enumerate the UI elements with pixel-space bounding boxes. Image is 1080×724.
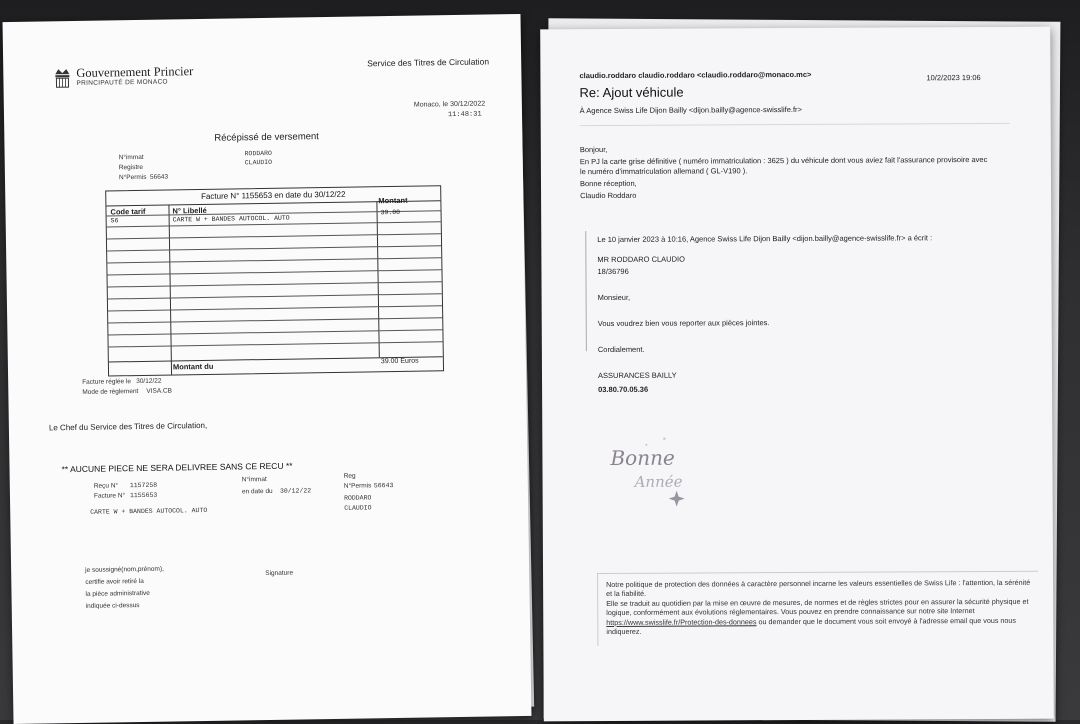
invoice-hline <box>107 233 441 239</box>
quote-name: MR RODDARO CLAUDIO <box>597 255 685 264</box>
privacy-footer <box>597 571 1038 646</box>
receipt-title: Récépissé de versement <box>214 131 319 144</box>
email-bonne-reception: Bonne réception, <box>580 177 1010 189</box>
invoice-hline <box>108 281 442 287</box>
registre-label: Registre <box>119 164 143 171</box>
quote-bar <box>585 231 587 351</box>
stub-reg: Reg <box>344 473 356 480</box>
col-code-tarif: Code tarif <box>110 207 145 217</box>
holder-last-name: RODDARO <box>245 150 272 157</box>
issue-time: 11:48:31 <box>448 111 482 120</box>
quote-monsieur: Monsieur, <box>598 293 631 302</box>
card-text-annee: Année <box>633 473 683 491</box>
government-subtitle: PRINCIPAUTÉ DE MONACO <box>76 79 168 87</box>
sign-line-1: je soussigné(nom,prénom), <box>85 566 164 574</box>
email-body: En PJ la carte grise définitive ( numéro immatriculation : 3625 ) du véhicule dont vous aviez fait l'assurance provisoire avec le numéro d'immatriculation allemand ( GL-V190 ). <box>580 155 990 177</box>
invoice-title: Facture N° 1155653 en date du 30/12/22 <box>106 188 440 202</box>
sign-line-4: indiquée ci-dessus <box>86 602 140 610</box>
government-name: Gouvernement Princier <box>76 64 193 81</box>
crown-logo-icon <box>53 65 71 89</box>
stub-article: CARTE W + BANDES AUTOCOL. AUTO <box>90 507 207 516</box>
privacy-paragraph-2: Elle se traduit au quotidien par la mise en œuvre de mesures, de normes et de règles strictes pour en assurer la sécurité physique et logique, conformément aux évolutions réglementaires. Vous pouvez en prendre connaissance sur notre site Internet <box>606 597 1028 618</box>
stub-facture-value: 1155653 <box>130 492 157 499</box>
invoice-vline <box>376 201 379 357</box>
row-montant: 39.00 <box>381 209 401 216</box>
header-separator <box>580 123 1010 126</box>
montant-du-label: Montant du <box>173 362 214 372</box>
invoice-table <box>105 185 444 376</box>
service-title: Service des Titres de Circulation <box>367 56 489 68</box>
bonne-annee-card-image <box>604 430 714 513</box>
mode-reglement-value: VISA.CB <box>146 387 172 394</box>
stub-npermis-value: 56643 <box>374 482 394 489</box>
quote-phone: 03.80.70.05.36 <box>598 385 648 394</box>
quote-body: Vous voudrez bien vous reporter aux pièces jointes. <box>598 318 770 328</box>
quote-company: ASSURANCES BAILLY <box>598 371 677 380</box>
invoice-hline <box>107 257 441 263</box>
stub-date-label: en date du <box>242 488 273 495</box>
issue-date: Monaco, le 30/12/2022 <box>414 101 485 109</box>
invoice-hline <box>107 221 441 227</box>
stub-facture-label: Facture N° <box>94 492 125 499</box>
holder-first-name: CLAUDIO <box>245 159 272 166</box>
email-to: À Agence Swiss Life Dijon Bailly <dijon.bailly@agence-swisslife.fr> <box>580 105 802 115</box>
privacy-paragraph-2-end: ou demander que le document vous soit envoyé à l'adresse email que vous nous indiquerez. <box>606 615 1016 636</box>
row-libelle: CARTE W + BANDES AUTOCOL. AUTO <box>173 215 290 224</box>
email-from: claudio.roddaro claudio.roddaro <claudio.roddaro@monaco.mc> <box>579 70 811 80</box>
email-signer: Claudio Roddaro <box>580 189 1010 201</box>
facture-reglee-value: 30/12/22 <box>136 378 161 385</box>
signature-label: Signature <box>265 570 293 577</box>
quote-header: Le 10 janvier 2023 à 10:16, Agence Swiss Life Dijon Bailly <dijon.bailly@agence-swisslife.fr> a écrit : <box>597 233 932 244</box>
warning-notice: ** AUCUNE PIECE NE SERA DELIVREE SANS CE RECU ** <box>61 461 292 475</box>
privacy-link[interactable]: https://www.swisslife.fr/Protection-des-donnees <box>606 617 756 627</box>
receipt-document <box>3 14 532 724</box>
chef-service: Le Chef du Service des Titres de Circulation, <box>49 421 207 432</box>
stub-npermis-label: N°Permis <box>344 482 372 489</box>
row-code: S6 <box>111 217 119 224</box>
mode-reglement-label: Mode de règlement <box>82 388 138 396</box>
invoice-hline <box>108 329 442 335</box>
recu-value: 1157258 <box>130 482 157 489</box>
sign-line-3: la pièce administrative <box>85 590 149 598</box>
invoice-hline <box>109 341 443 347</box>
sparkle-icon <box>669 491 685 507</box>
col-libelle: N° Libellé <box>172 206 206 216</box>
facture-reglee-label: Facture réglée le <box>82 378 131 386</box>
invoice-hline <box>107 245 441 251</box>
stub-date-value: 30/12/22 <box>280 487 311 494</box>
email-date: 10/2/2023 19:06 <box>926 73 980 82</box>
privacy-text <box>606 578 1032 637</box>
stub-last-name: RODDARO <box>344 494 371 501</box>
sign-line-2: certifie avoir retiré la <box>85 578 144 586</box>
invoice-hline <box>108 305 442 311</box>
invoice-hline <box>107 269 441 275</box>
quote-cordialement: Cordialement. <box>598 345 645 354</box>
col-montant: Montant <box>378 196 407 205</box>
recu-label: Reçu N° <box>94 482 118 489</box>
invoice-total: 39.00 Euros <box>381 358 419 366</box>
invoice-hline <box>108 293 442 299</box>
stub-first-name: CLAUDIO <box>344 504 371 511</box>
invoice-vline <box>168 205 172 375</box>
quote-ref: 18/36796 <box>597 267 628 276</box>
email-printout <box>540 27 1054 722</box>
npermis-label: N°Permis <box>119 174 147 181</box>
privacy-paragraph-1: Notre politique de protection des données à caractère personnel incarne les valeurs essentielles de Swiss Life : l'attention, la sérénité et la fiabilité. <box>606 578 1030 599</box>
email-subject: Re: Ajout véhicule <box>579 85 683 101</box>
card-text-bonne: Bonne <box>609 446 674 470</box>
email-greeting: Bonjour, <box>580 143 1010 155</box>
npermis-value: 56643 <box>150 174 168 181</box>
invoice-hline <box>108 317 442 323</box>
nimmat-label: N°immat <box>119 154 144 161</box>
stub-nimmat: N°immat <box>242 476 267 483</box>
